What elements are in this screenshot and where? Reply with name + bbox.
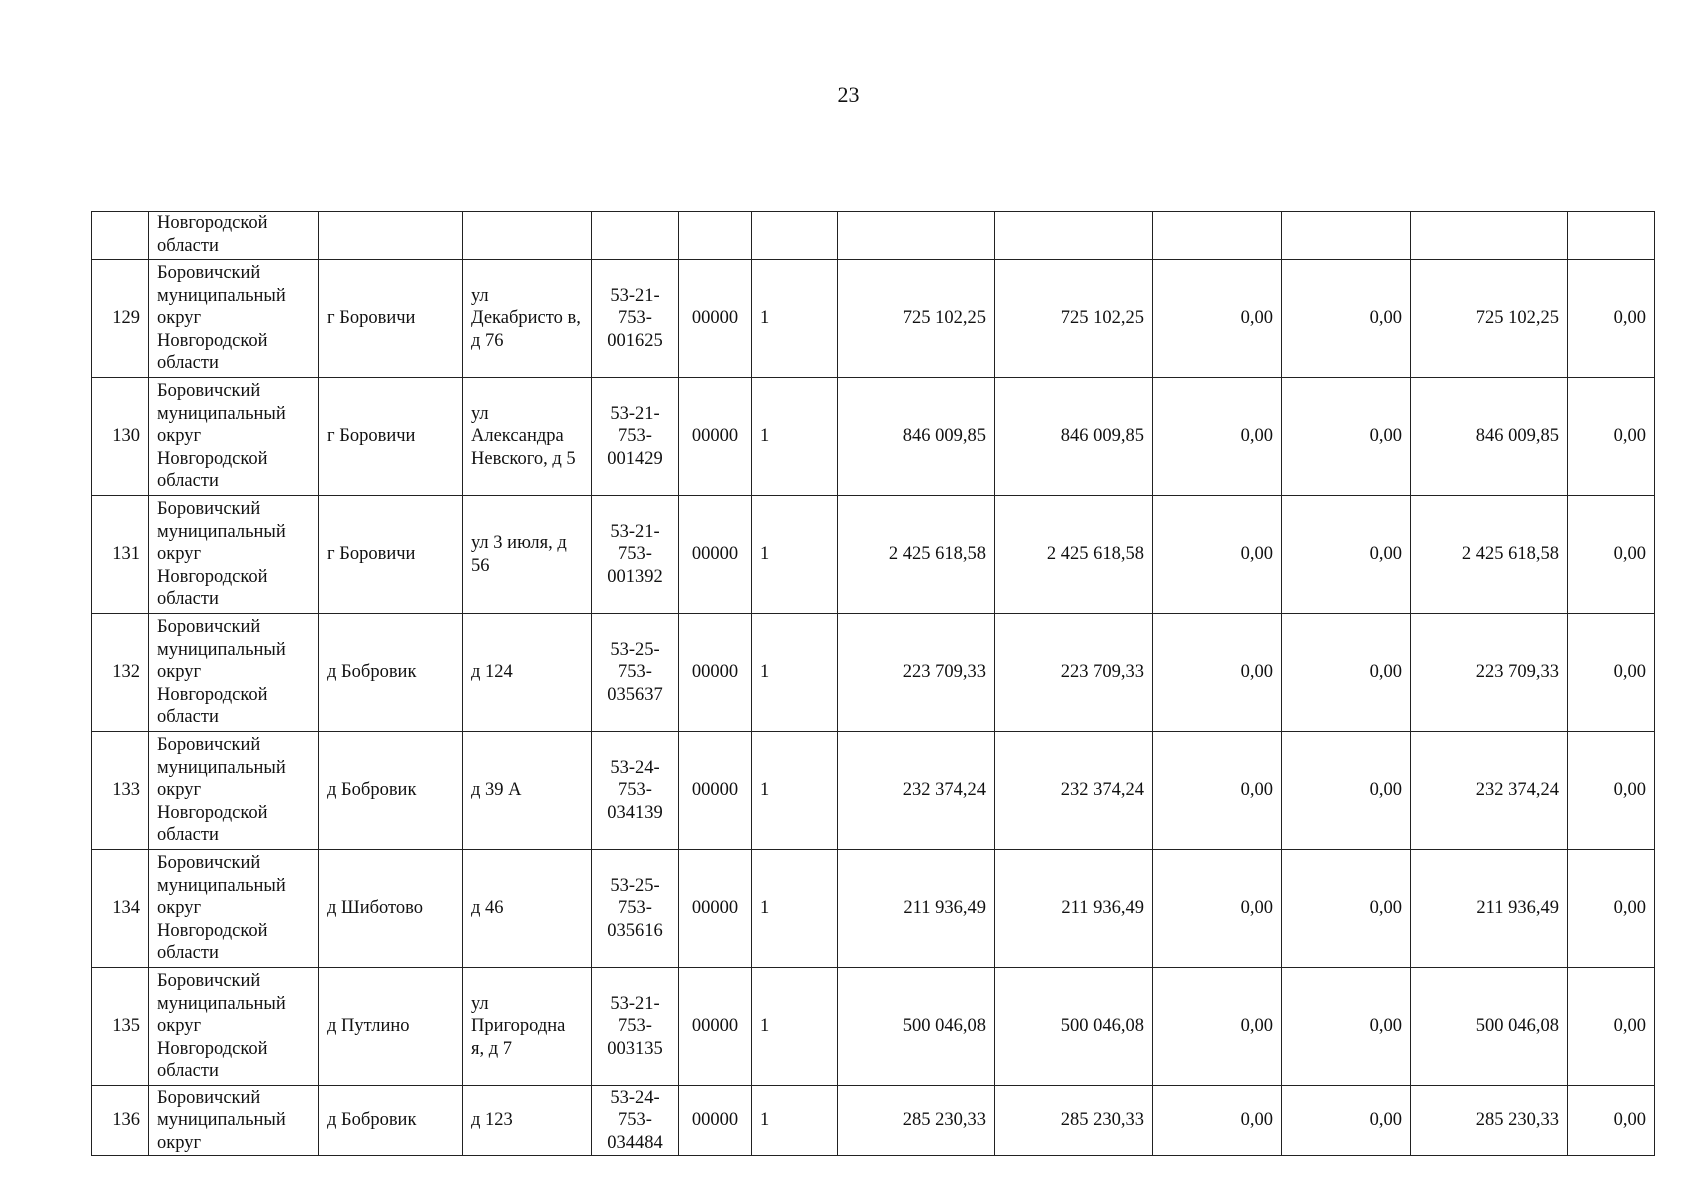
cell-no: 130	[92, 378, 149, 496]
cell-municipality: Боровичский муниципальный округ Новгородской области	[149, 260, 319, 378]
cell-locality: г Боровичи	[319, 260, 463, 378]
cell-value-3: 0,00	[1282, 732, 1411, 850]
cell-code: 53-21-753-001625	[592, 260, 679, 378]
cell-no: 135	[92, 968, 149, 1086]
cell-locality: д Путлино	[319, 968, 463, 1086]
cell-value-1: 223 709,33	[995, 614, 1153, 732]
cell-count: 1	[752, 378, 838, 496]
cell-value-4: 211 936,49	[1411, 850, 1568, 968]
cell-value-2: 0,00	[1153, 614, 1282, 732]
cell-address: д 123	[463, 1086, 592, 1156]
cell-value-2: 0,00	[1153, 850, 1282, 968]
cell-code: 53-25-753-035616	[592, 850, 679, 968]
cell-address: д 46	[463, 850, 592, 968]
cell-no	[92, 212, 149, 260]
cell-count: 1	[752, 968, 838, 1086]
cell-zero-code: 00000	[679, 378, 752, 496]
cell-no: 129	[92, 260, 149, 378]
table-body	[92, 212, 1655, 1156]
cell-value-2: 0,00	[1153, 968, 1282, 1086]
cell-address: д 39 А	[463, 732, 592, 850]
cell-value-4: 2 425 618,58	[1411, 496, 1568, 614]
cell-address: ул 3 июля, д 56	[463, 496, 592, 614]
cell-total: 725 102,25	[838, 260, 995, 378]
cell-value-3: 0,00	[1282, 1086, 1411, 1156]
cell-value-1: 2 425 618,58	[995, 496, 1153, 614]
cell-value-4: 500 046,08	[1411, 968, 1568, 1086]
cell-value-3: 0,00	[1282, 496, 1411, 614]
cell-value-3: 0,00	[1282, 614, 1411, 732]
cell-value-5: 0,00	[1568, 1086, 1655, 1156]
cell-value-2: 0,00	[1153, 496, 1282, 614]
cell-code: 53-24-753-034484	[592, 1086, 679, 1156]
cell-total: 500 046,08	[838, 968, 995, 1086]
cell-count: 1	[752, 732, 838, 850]
cell-value-1: 500 046,08	[995, 968, 1153, 1086]
cell-municipality: Боровичский муниципальный округ Новгородской области	[149, 496, 319, 614]
table-row	[92, 496, 1655, 614]
cell-no: 134	[92, 850, 149, 968]
cell-code: 53-21-753-001429	[592, 378, 679, 496]
cell-zero-code: 00000	[679, 732, 752, 850]
cell-zero-code: 00000	[679, 1086, 752, 1156]
table-row	[92, 260, 1655, 378]
cell-count: 1	[752, 496, 838, 614]
cell-municipality: Боровичский муниципальный округ Новгородской области	[149, 968, 319, 1086]
cell-locality: д Бобровик	[319, 1086, 463, 1156]
cell-no: 136	[92, 1086, 149, 1156]
cell-zero-code: 00000	[679, 260, 752, 378]
register-table	[91, 211, 1655, 1156]
cell-total: 211 936,49	[838, 850, 995, 968]
cell-no: 133	[92, 732, 149, 850]
cell-locality: г Боровичи	[319, 378, 463, 496]
table-row-continuation	[92, 212, 1655, 260]
cell-code: 53-21-753-001392	[592, 496, 679, 614]
cell-no: 132	[92, 614, 149, 732]
cell-code: 53-24-753-034139	[592, 732, 679, 850]
cell-value-5: 0,00	[1568, 968, 1655, 1086]
cell-total: 2 425 618,58	[838, 496, 995, 614]
cell-value-5: 0,00	[1568, 260, 1655, 378]
cell-locality: г Боровичи	[319, 496, 463, 614]
cell-value-1: 846 009,85	[995, 378, 1153, 496]
cell-value-1: 211 936,49	[995, 850, 1153, 968]
cell-value-4: 232 374,24	[1411, 732, 1568, 850]
cell-code: 53-21-753-003135	[592, 968, 679, 1086]
cell-total: 232 374,24	[838, 732, 995, 850]
cell-address: ул Александра Невского, д 5	[463, 378, 592, 496]
cell-municipality: Боровичский муниципальный округ Новгородской области	[149, 378, 319, 496]
cell-value-5: 0,00	[1568, 378, 1655, 496]
cell-total: 846 009,85	[838, 378, 995, 496]
cell-zero-code: 00000	[679, 496, 752, 614]
cell-value-2: 0,00	[1153, 732, 1282, 850]
cell-municipality: Боровичский муниципальный округ	[149, 1086, 319, 1156]
cell-value-3: 0,00	[1282, 850, 1411, 968]
cell-count: 1	[752, 1086, 838, 1156]
cell-total: 285 230,33	[838, 1086, 995, 1156]
cell-zero-code: 00000	[679, 968, 752, 1086]
table-row	[92, 378, 1655, 496]
cell-locality: д Бобровик	[319, 732, 463, 850]
cell-value-2: 0,00	[1153, 260, 1282, 378]
cell-value-4: 846 009,85	[1411, 378, 1568, 496]
table-row	[92, 732, 1655, 850]
cell-zero-code: 00000	[679, 850, 752, 968]
cell-value-4: 285 230,33	[1411, 1086, 1568, 1156]
cell-locality: д Бобровик	[319, 614, 463, 732]
cell-no: 131	[92, 496, 149, 614]
cell-count: 1	[752, 260, 838, 378]
cell-count: 1	[752, 614, 838, 732]
cell-value-5: 0,00	[1568, 614, 1655, 732]
cell-value-5: 0,00	[1568, 496, 1655, 614]
cell-municipality: Боровичский муниципальный округ Новгородской области	[149, 732, 319, 850]
cell-address: ул Декабристо в, д 76	[463, 260, 592, 378]
cell-value-5: 0,00	[1568, 732, 1655, 850]
cell-zero-code: 00000	[679, 614, 752, 732]
cell-municipality: Боровичский муниципальный округ Новгородской области	[149, 614, 319, 732]
cell-value-4: 223 709,33	[1411, 614, 1568, 732]
cell-code: 53-25-753-035637	[592, 614, 679, 732]
table-row	[92, 614, 1655, 732]
cell-locality: д Шиботово	[319, 850, 463, 968]
cell-total: 223 709,33	[838, 614, 995, 732]
page-number: 23	[837, 82, 860, 107]
cell-value-1: 725 102,25	[995, 260, 1153, 378]
table-row	[92, 968, 1655, 1086]
cell-municipality: Боровичский муниципальный округ Новгородской области	[149, 850, 319, 968]
cell-value-1: 232 374,24	[995, 732, 1153, 850]
cell-value-2: 0,00	[1153, 378, 1282, 496]
cell-value-1: 285 230,33	[995, 1086, 1153, 1156]
cell-value-4: 725 102,25	[1411, 260, 1568, 378]
cell-municipality: Новгородской области	[149, 212, 319, 260]
table-row	[92, 1086, 1655, 1156]
cell-value-3: 0,00	[1282, 260, 1411, 378]
cell-address: ул Пригородна я, д 7	[463, 968, 592, 1086]
cell-value-3: 0,00	[1282, 378, 1411, 496]
table-row	[92, 850, 1655, 968]
cell-value-3: 0,00	[1282, 968, 1411, 1086]
cell-value-5: 0,00	[1568, 850, 1655, 968]
cell-count: 1	[752, 850, 838, 968]
cell-value-2: 0,00	[1153, 1086, 1282, 1156]
cell-address: д 124	[463, 614, 592, 732]
